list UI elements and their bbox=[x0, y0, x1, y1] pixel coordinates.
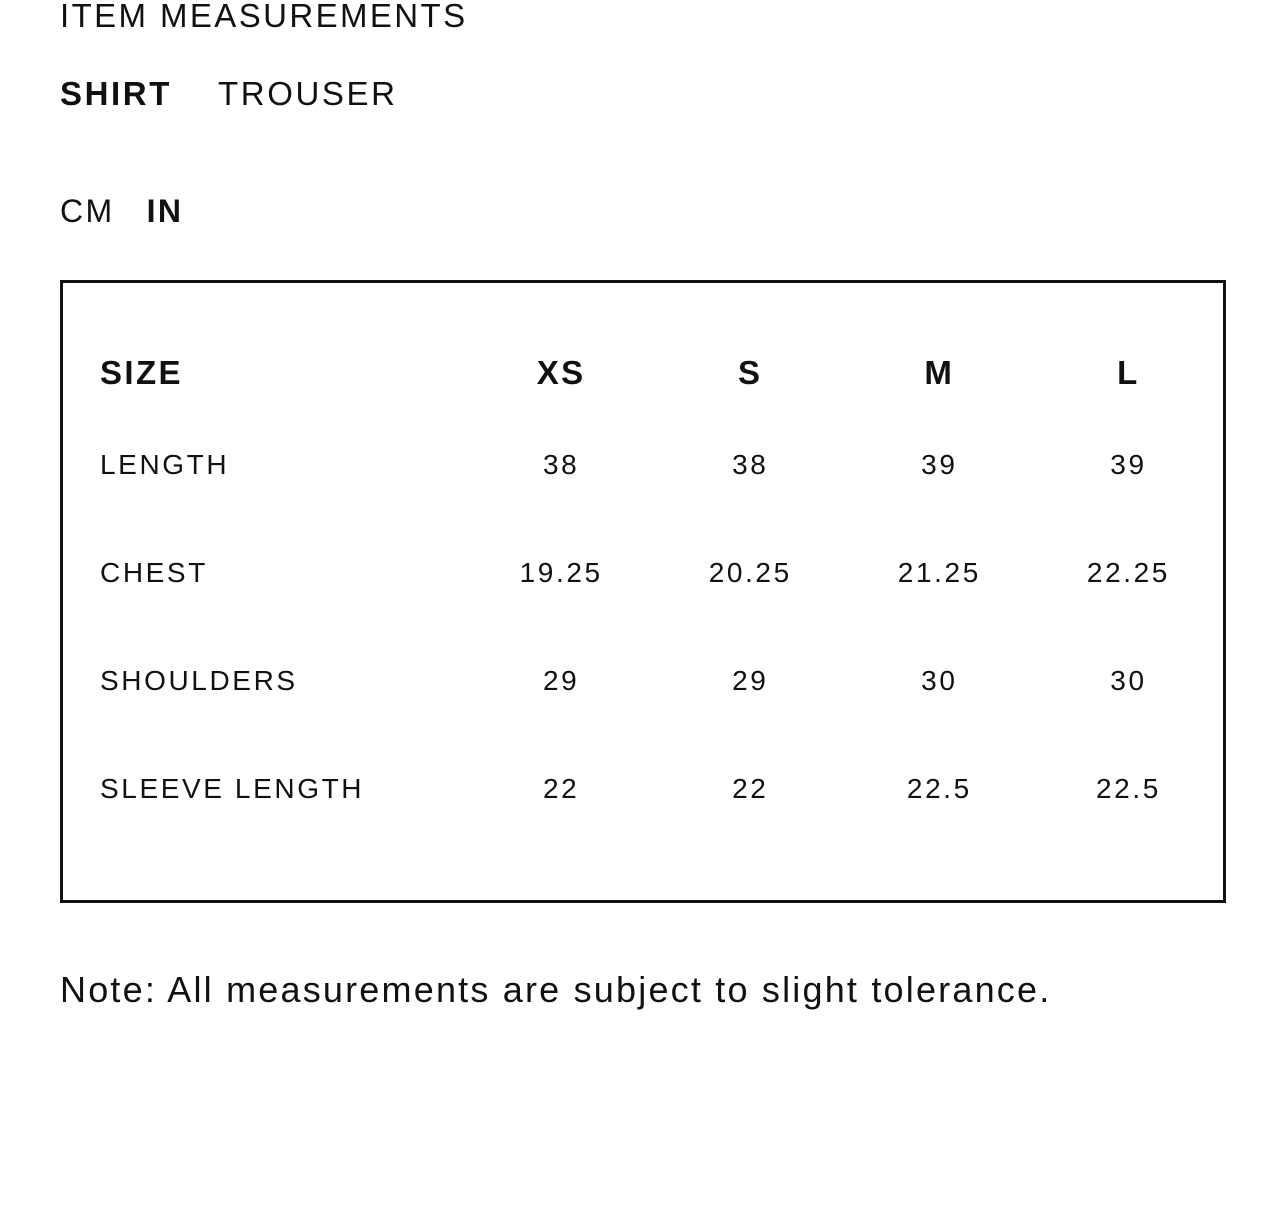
table-cell: 38 bbox=[732, 449, 769, 480]
row-label-length: LENGTH bbox=[100, 449, 230, 480]
unit-tabs bbox=[60, 191, 183, 231]
header-l: L bbox=[1117, 354, 1140, 391]
header-size: SIZE bbox=[100, 354, 183, 391]
table-cell: 22.5 bbox=[1095, 773, 1161, 804]
table-cell: 29 bbox=[542, 665, 580, 696]
table-cell: 39 bbox=[921, 449, 958, 480]
tolerance-note: Note: All measurements are subject to slight tolerance. bbox=[60, 969, 1052, 1010]
table-cell: 22.5 bbox=[906, 773, 972, 804]
table-cell: 38 bbox=[542, 449, 580, 480]
table-row bbox=[100, 627, 1223, 735]
table-cell: 39 bbox=[1110, 449, 1147, 480]
table-row bbox=[100, 735, 1223, 843]
header-s: S bbox=[738, 354, 763, 391]
row-label-chest: CHEST bbox=[100, 557, 208, 588]
table-row bbox=[100, 411, 1223, 519]
size-chart-table bbox=[100, 335, 1223, 843]
table-cell: 30 bbox=[921, 665, 958, 696]
table-cell: 21.25 bbox=[897, 557, 981, 588]
unit-tab-cm[interactable]: CM bbox=[60, 193, 115, 229]
table-header-row bbox=[100, 335, 1223, 411]
table-cell: 30 bbox=[1110, 665, 1147, 696]
page-title: ITEM MEASUREMENTS bbox=[60, 0, 468, 34]
size-chart-frame bbox=[60, 280, 1226, 903]
table-cell: 22 bbox=[732, 773, 769, 804]
table-cell: 22 bbox=[542, 773, 580, 804]
row-label-shoulders: SHOULDERS bbox=[100, 665, 298, 696]
row-label-sleeve-length: SLEEVE LENGTH bbox=[100, 773, 365, 804]
table-cell: 22.25 bbox=[1086, 557, 1170, 588]
table-cell: 19.25 bbox=[519, 557, 603, 588]
unit-tab-in[interactable]: IN bbox=[146, 193, 184, 229]
table-row bbox=[100, 519, 1223, 627]
tab-trouser[interactable]: TROUSER bbox=[218, 75, 398, 112]
header-xs: XS bbox=[536, 354, 586, 391]
header-m: M bbox=[924, 354, 955, 391]
garment-tabs bbox=[60, 74, 398, 114]
table-cell: 20.25 bbox=[708, 557, 792, 588]
table-cell: 29 bbox=[732, 665, 769, 696]
tab-shirt[interactable]: SHIRT bbox=[60, 75, 172, 112]
